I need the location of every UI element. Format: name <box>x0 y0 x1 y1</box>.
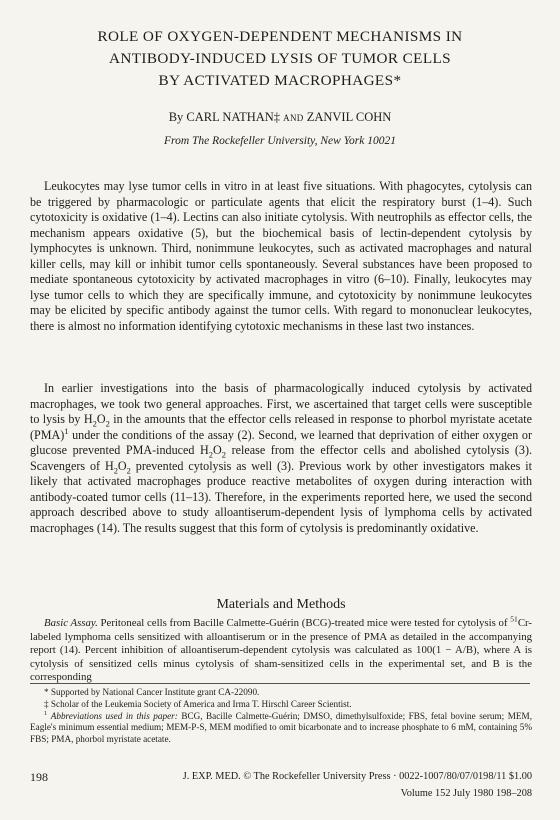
body-paragraph: In earlier investigations into the basis of pharmacologically induced cytolysis by activated macrophages, we took two general approaches. First, we ascertained that target cells were susceptible to lysis by $H_2O_2$ in the amounts that the effector cells released in response to phorbol myristate acetate (PMA)$^1$ under the conditions of the assay (2). Second, we learned that deprivation of either oxygen or glucose prevented PMA-induced $H_2O_2$ release from the effector cells and abolished cytolysis (3). Scavengers of $H_2O_2$ prevented cytolysis as well (3). Previous work by other investigators makes it likely that activated macrophages produce reactive metabolites of oxygen during interaction with antibody-coated tumor cells (11–13). Therefore, in the experiments reported here, we used the second approach described above to study alloantiserum-dependent lysis of lymphoma cells by activated macrophages (14). The results suggest that this form of cytolysis is predominantly oxidative. <box>30 381 532 535</box>
article-title <box>40 26 520 92</box>
title-line: ROLE OF OXYGEN-DEPENDENT MECHANISMS IN <box>97 28 463 45</box>
journal-citation: J. EXP. MED. © The Rockefeller University Press · 0022-1007/80/07/0198/11 $1.00 <box>182 771 532 782</box>
title-line: BY ACTIVATED MACROPHAGES* <box>158 72 402 89</box>
footnotes <box>30 687 532 746</box>
footnote-rule <box>30 683 530 684</box>
section-heading: Materials and Methods <box>216 597 346 612</box>
footnote: * Supported by National Cancer Institute grant CA-22090. <box>44 687 260 697</box>
body-paragraph: Leukocytes may lyse tumor cells in vitro in at least five situations. With phagocytes, cytolysis can be triggered by pharmacologic or particulate agents that elicit the respiratory burst (1–4). Such cytotoxicity is oxidative (1–4). Lectins can also initiate cytolysis. With neutrophils as effector cells, the mechanism appears oxidative (5), but the biochemical basis of lectin-dependent cytolysis by lymphocytes is unknown. Third, nonimmune leukocytes, such as activated macrophages and natural killer cells, may kill or inhibit tumor cells spontaneously. Several substances have been proposed to mediate spontaneous cytotoxicity by activated macrophages in vitro (6–10). Finally, leukocytes may lyse tumor cells to which they are specifically immune, and cytotoxicity by nonimmune leukocytes may be elicited by specific antibody against the tumor cells. With regard to mononuclear leukocytes, there is almost no information identifying cytotoxic mechanisms in these last two instances. <box>30 179 532 333</box>
affiliation: From The Rockefeller University, New York 10021 <box>164 135 396 147</box>
byline-and: AND <box>283 113 304 123</box>
author-name: CARL NATHAN‡ <box>186 110 281 124</box>
footnote: $^1$ Abbreviations used in this paper: BCG, Bacille Calmette-Guérin; DMSO, dimethylsulfoxide; FBS, fetal bovine serum; MEM, Eagle's minimum essential medium; MEM-P-S, MEM modified to omit bicarbonate and to increase phosphate to 6 mM, containing 5% FBS; PMA, phorbol myristate acetate. <box>30 709 532 745</box>
methods-paragraph: Basic Assay. Peritoneal cells from Bacille Calmette-Guérin (BCG)-treated mice were tested for cytolysis of $^{51}$Cr-labeled lymphoma cells sensitized with alloantiserum or in the presence of PMA as detailed in the accompanying report (14). Percent inhibition of alloantiserum-dependent cytolysis was calculated as 100(1 − A/B), where A is cytolysis of sensitized cells minus cytolysis of sham-sensitized cells in the experimental set, and B is the corresponding <box>30 614 532 683</box>
byline <box>40 110 520 125</box>
volume-info: Volume 152 July 1980 198–208 <box>400 788 532 799</box>
byline-by: By <box>168 110 184 124</box>
author-name: ZANVIL COHN <box>306 110 392 124</box>
run-in-heading: Basic Assay. <box>44 617 98 629</box>
footnote: ‡ Scholar of the Leukemia Society of America and Irma T. Hirschl Career Scientist. <box>44 698 352 709</box>
title-line: ANTIBODY-INDUCED LYSIS OF TUMOR CELLS <box>108 50 452 67</box>
page-number: 198 <box>30 770 48 784</box>
